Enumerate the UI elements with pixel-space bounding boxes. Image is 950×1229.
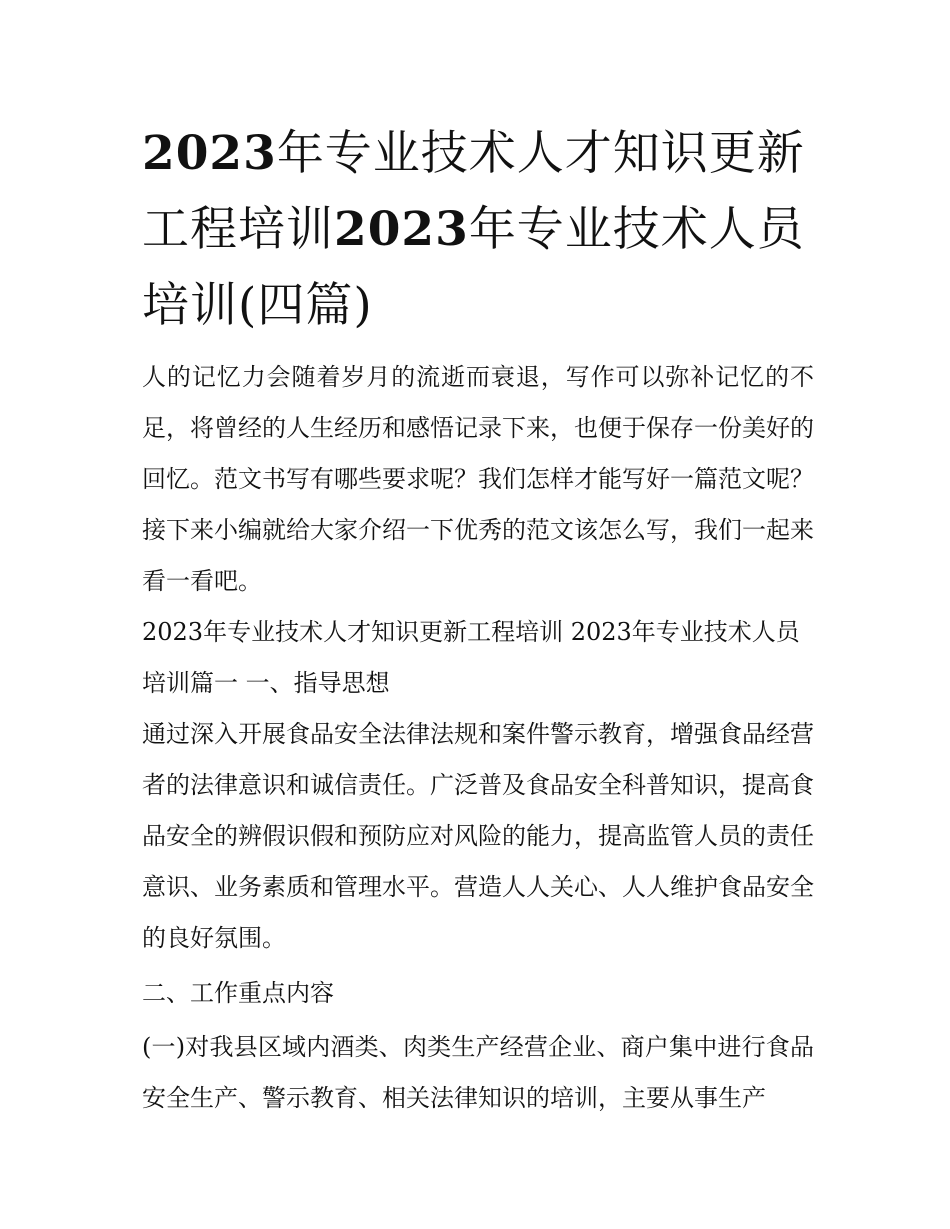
paragraph-work-item-1: (一)对我县区域内酒类、肉类生产经营企业、商户集中进行食品安全生产、警示教育、相关法律知识的培训，主要从事生产: [142, 1033, 814, 1112]
intro-paragraph: 人的记忆力会随着岁月的流逝而衰退，写作可以弥补记忆的不足，将曾经的人生经历和感悟记录下来，也便于保存一份美好的回忆。范文书写有哪些要求呢？我们怎样才能写好一篇范文呢？接下来小编就给大家介绍一下优秀的范文该怎么写，我们一起来看一看吧。: [142, 363, 814, 595]
document-title: [142, 116, 814, 344]
title-year-1: 2023: [142, 126, 277, 181]
heading-work-focus: 二、工作重点内容: [142, 979, 334, 1007]
section-heading: 2023年专业技术人才知识更新工程培训 2023年专业技术人员培训篇一 一、指导思想: [142, 618, 800, 697]
paragraph-guiding-thought: 通过深入开展食品安全法律法规和案件警示教育，增强食品经营者的法律意识和诚信责任。广泛普及食品安全科普知识，提高食品安全的辨假识假和预防应对风险的能力，提高监管人员的责任意识、业务素质和管理水平。营造人人关心、人人维护食品安全的良好氛围。: [142, 720, 814, 952]
title-year-2: 2023: [334, 202, 469, 257]
title-part-2: 年专业技术人员培训(四篇): [142, 202, 805, 333]
document-content: [142, 116, 814, 1124]
title-part-1: 年专业技术人才知识更新工程培训: [142, 126, 805, 257]
